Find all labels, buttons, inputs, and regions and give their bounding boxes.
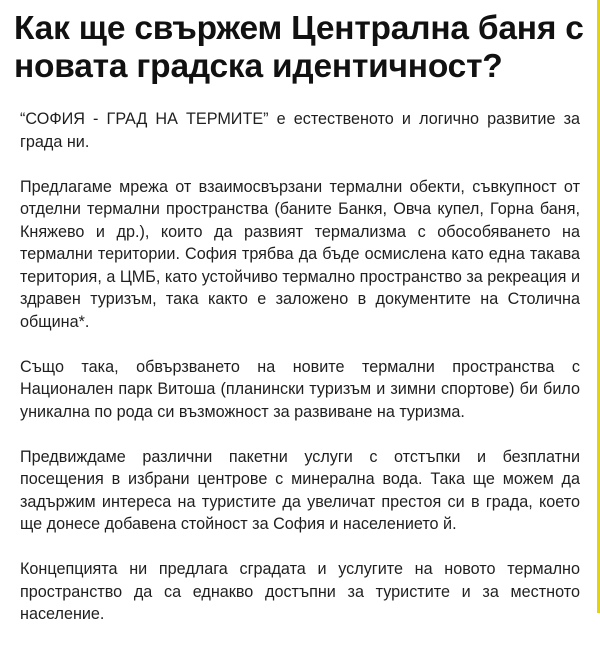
document-body [20,108,580,648]
paragraph-proposal: Предлагаме мрежа от взаимосвързани термални обекти, съвкупност от отделни термални пространства (баните Банкя, Овча купел, Горна баня, Княжево и др.), които да развият термализма с обособяването на термални територии. София трябва да бъде осмислена като една такава територия, а ЦМБ, като устойчиво термално пространство за рекреация и здравен туризъм, така както е заложено в документите на Столична община*. [20,177,580,331]
paragraph-concept: Концепцията ни предлага сградата и услугите на новото термално пространство да са еднакво достъпни за туристите и за местното население. [20,560,580,623]
page-title: Как ще свържем Централна баня с новата градска идентичност? [14,10,584,85]
paragraph-vitosha: Също така, обвързването на новите термални пространства с Национален парк Витоша (планински туризъм и зимни спортове) би било уникална по рода си възможност за развиване на туризма. [20,357,580,421]
paragraph-packages: Предвиждаме различни пакетни услуги с отстъпки и безплатни посещения в избрани центрове с минерална вода. Така ще можем да задържим интереса на туристите да увеличат престоя си в града, което ще донесе добавена стойност за София и населението й. [20,447,580,533]
paragraph-intro: “СОФИЯ - ГРАД НА ТЕРМИТЕ” е естественото и логично развитие за града ни. [20,110,580,151]
